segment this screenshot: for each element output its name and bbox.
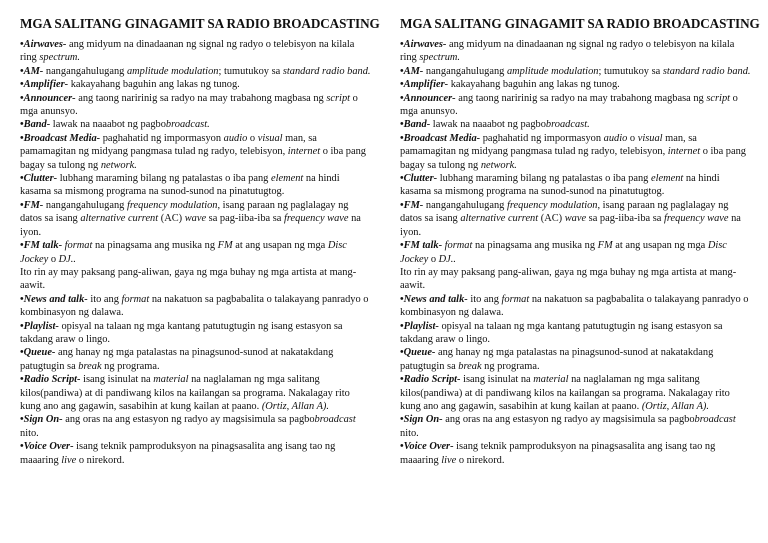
italic-text: amplitude modulation [126,65,219,77]
italic-text: DJ.. [438,253,456,265]
italic-text: visual [257,132,283,144]
bullet: • [20,173,24,185]
italic-text: (Ortiz, Allan A). [261,400,329,412]
glossary-entry [400,320,752,347]
italic-text: FM [217,240,233,252]
bullet: • [20,414,24,426]
glossary-entry [20,132,372,172]
definition-text: kakayahang baguhin ang lakas ng tunog. [448,79,620,91]
italic-text: broadcast. [545,119,590,131]
glossary-term: Band- [23,119,51,131]
definition-text: man, sa pamamagitan ng midyang pangmasa tulad ng radyo, telebisyon, [400,132,697,158]
glossary-entry [400,266,752,293]
right-column [400,16,760,467]
definition-text: o [247,132,258,144]
glossary-entry [400,413,752,440]
glossary-term: Amplifier- [23,79,69,91]
glossary-term: FM talk- [23,240,63,252]
glossary-entry [400,38,752,65]
definition-text: opisyal na talaan ng mga kantang patutugtugin ng isang estasyon sa takdang araw o lingo. [20,320,343,345]
glossary-term: Announcer- [403,92,456,104]
italic-text: (Ortiz, Allan A). [641,400,709,412]
definition-text: opisyal na talaan ng mga kantang patutugtugin ng isang estasyon sa takdang araw o lingo. [400,320,723,345]
glossary-term: AM- [23,65,44,77]
italic-text: broadcast [314,414,356,426]
definition-text: (AC) [538,213,565,225]
glossary-term: Radio Script- [403,374,461,386]
definition-text: ang midyum na dinadaanan ng signal ng radyo o telebisyon na kilala ring [20,39,355,64]
bullet: • [400,65,404,77]
definition-text: lubhang maraming bilang ng patalastas o iba pang [437,173,651,185]
definition-text: na nakatuon sa pagbabalita o talakayang panradyo o kombinasyon ng dalawa. [20,293,369,319]
italic-text: Disc Jockey [400,240,727,265]
italic-text: format [121,293,150,305]
definition-text: , isang paraan ng paglalagay ng datos sa isang [400,199,729,225]
italic-text: frequency modulation [506,199,598,211]
glossary-entry [20,78,372,91]
italic-text: amplitude modulation [506,65,599,77]
italic-text: spectrum. [419,52,461,64]
bullet: • [400,132,404,144]
glossary-entry [20,92,372,119]
bullet: • [400,293,404,305]
glossary-term: Queue- [23,347,56,359]
definition-text: isang isinulat na [80,374,154,386]
italic-text: alternative current [460,213,539,225]
definition-text: sa pag-iiba-iba sa [206,213,284,225]
bullet: • [20,347,24,359]
definition-text: nangangahulugang [423,199,507,211]
bullet: • [20,119,24,131]
bullet: • [400,347,404,359]
glossary-term: Clutter- [403,173,438,185]
glossary-term: Queue- [403,347,436,359]
glossary-entry [20,199,372,239]
definition-text: na pinagsama ang musika ng [472,240,598,252]
glossary-term: FM talk- [403,240,443,252]
definition-text: na iyon. [20,213,361,238]
glossary-term: FM- [403,199,424,211]
definition-text: nito. [20,427,39,439]
definition-text: nangangahulugang [43,199,127,211]
bullet: • [400,173,404,185]
italic-text: standard radio band. [662,65,751,77]
definition-text: ang oras na ang estasyon ng radyo ay magsisimula sa pagbo [442,414,695,426]
left-column [20,16,380,467]
glossary-term: Clutter- [23,173,58,185]
bullet: • [400,92,404,104]
glossary-term: Band- [403,119,431,131]
definition-text: ng programa. [481,360,540,372]
glossary-term: News and talk- [23,293,88,305]
glossary-entry [400,78,752,91]
bullet: • [20,240,24,252]
glossary-entry [20,118,372,131]
italic-text: FM [597,240,613,252]
glossary-entry [20,440,372,467]
page-title: MGA SALITANG GINAGAMIT SA RADIO BROADCASTING [20,16,380,31]
definition-text: na nakatuon sa pagbabalita o talakayang panradyo o kombinasyon ng dalawa. [400,293,749,319]
italic-text: network. [100,159,137,171]
glossary-term: Voice Over- [23,441,74,453]
italic-text: spectrum. [39,52,81,64]
bullet: • [20,132,24,144]
definition-text: lawak na naaabot ng pagbo [50,119,166,131]
definition-text: ang taong naririnig sa radyo na may trabahong magbasa ng [75,92,327,104]
glossary-term: Amplifier- [403,79,449,91]
definition-text: at ang usapan ng mga [612,240,708,252]
glossary-entry [400,199,752,239]
definition-text: o mga anunsyo. [20,92,358,118]
glossary-term: Playlist- [23,320,59,332]
italic-text: internet [667,146,701,158]
italic-text: element [650,173,684,185]
definition-text: isang teknik pamproduksyon na pinagsasalita ang isang tao ng maaaring [400,441,716,466]
definition-text: ito ang [467,293,502,305]
italic-text: standard radio band. [282,65,371,77]
italic-text: wave [184,213,207,225]
glossary-entry [20,65,372,78]
italic-text: format [501,293,530,305]
glossary-term: Voice Over- [403,441,454,453]
definition-text: , isang paraan ng paglalagay ng datos sa isang [20,199,349,225]
italic-text: format [64,240,93,252]
italic-text: internet [287,146,321,158]
definition-text: ng programa. [101,360,160,372]
glossary-entry [20,38,372,65]
glossary-term: Sign On- [23,414,63,426]
glossary-entry [400,346,752,373]
glossary-term: Sign On- [403,414,443,426]
definition-text: o nirekord. [76,454,125,466]
definition-text: isang teknik pamproduksyon na pinagsasalita ang isang tao ng maaaring [20,441,336,466]
italic-text: material [533,374,569,386]
bullet: • [400,199,404,211]
definition-text: ang taong naririnig sa radyo na may trabahong magbasa ng [455,92,707,104]
italic-text: network. [480,159,517,171]
definition-text: o iba pang bagay sa tulong ng [400,146,747,171]
glossary-entry [20,320,372,347]
definition-text: ang oras na ang estasyon ng radyo ay magsisimula sa pagbo [62,414,315,426]
glossary-term: Airwaves- [403,39,447,50]
italic-text: format [444,240,473,252]
definition-text: o mga anunsyo. [400,92,738,118]
definition-text: man, sa pamamagitan ng midyang pangmasa tulad ng radyo, telebisyon, [20,132,317,158]
bullet: • [400,240,404,252]
definition-text: Ito rin ay may paksang pang-aliwan, gaya ng mga buhay ng mga artista at mang-aawit. [400,266,737,292]
definition-text: na iyon. [400,213,741,238]
italic-text: Disc Jockey [20,240,347,265]
definition-text: ang hanay ng mga patalastas na pinagsunod-sunod at nakatakdang patugtugin sa [400,347,714,372]
glossary-term: Radio Script- [23,374,81,386]
glossary-entry [400,440,752,467]
italic-text: frequency wave [283,213,349,225]
definition-text: na naglalaman ng mga salitang kilos(pandiwa) at di pandiwang kilos na kailangan sa programa. Nakalagay rito kung ano ang gagawin, sasabihin at kung kailan at paano. [400,374,730,412]
glossary-entry [400,132,752,172]
italic-text: material [153,374,189,386]
definition-text: paghahatid ng impormasyon [480,132,604,144]
glossary-term: AM- [403,65,424,77]
glossary-entry [400,65,752,78]
italic-text: broadcast [694,414,736,426]
definition-text: ; tumutukoy sa [218,65,283,77]
definition-text: na hindi kasama sa mismong programa na sunod-sunod na pinatutugtog. [400,173,720,198]
glossary-entry [20,293,372,320]
definition-text: Ito rin ay may paksang pang-aliwan, gaya ng mga buhay ng mga artista at mang-aawit. [20,266,357,292]
glossary-term: FM- [23,199,44,211]
italic-text: break [458,360,482,372]
glossary-entry [20,346,372,373]
bullet: • [20,293,24,305]
italic-text: broadcast. [165,119,210,131]
glossary-term: Airwaves- [23,39,67,50]
definition-text: na naglalaman ng mga salitang kilos(pandiwa) at di pandiwang kilos na kailangan sa programa. Nakalagay rito kung ano ang gagawin, sasabihin at kung kailan at paano. [20,374,350,412]
italic-text: frequency modulation [126,199,218,211]
italic-text: visual [637,132,663,144]
definition-text: ; tumutukoy sa [598,65,663,77]
glossary-term: Announcer- [23,92,76,104]
glossary-entry [400,239,752,266]
definition-text: paghahatid ng impormasyon [100,132,224,144]
glossary-term: News and talk- [403,293,468,305]
glossary-term: Playlist- [403,320,439,332]
definition-text: nito. [400,427,419,439]
italic-text: frequency wave [663,213,729,225]
bullet: • [400,374,404,386]
glossary-entry [20,373,372,413]
bullet: • [20,199,24,211]
definition-text: ang midyum na dinadaanan ng signal ng radyo o telebisyon na kilala ring [400,39,735,64]
definition-text: kakayahang baguhin ang lakas ng tunog. [68,79,240,91]
italic-text: element [270,173,304,185]
bullet: • [20,320,24,332]
bullet: • [20,65,24,77]
definition-text: o iba pang bagay sa tulong ng [20,146,367,171]
glossary-entry [400,293,752,320]
bullet: • [400,414,404,426]
definition-text: sa pag-iiba-iba sa [586,213,664,225]
glossary-entry [400,172,752,199]
definition-text: lawak na naaabot ng pagbo [430,119,546,131]
bullet: • [400,320,404,332]
glossary-term: Broadcast Media- [23,132,101,144]
bullet: • [400,441,404,453]
definition-text: (AC) [158,213,185,225]
definition-text: ang hanay ng mga patalastas na pinagsunod-sunod at nakatakdang patugtugin sa [20,347,334,372]
definition-text: na pinagsama ang musika ng [92,240,218,252]
definition-text: nangangahulugang [423,65,507,77]
glossary-list [20,38,372,467]
definition-text: ito ang [87,293,122,305]
definition-text: o [428,253,439,265]
glossary-term: Broadcast Media- [403,132,481,144]
definition-text: o [627,132,638,144]
bullet: • [20,39,24,50]
italic-text: script [706,92,731,104]
bullet: • [20,79,24,91]
page-title: MGA SALITANG GINAGAMIT SA RADIO BROADCASTING [400,16,760,31]
italic-text: script [326,92,351,104]
glossary-entry [20,413,372,440]
italic-text: alternative current [80,213,159,225]
glossary-entry [400,373,752,413]
italic-text: wave [564,213,587,225]
definition-text: nangangahulugang [43,65,127,77]
bullet: • [400,119,404,131]
glossary-list [400,38,752,467]
definition-text: lubhang maraming bilang ng patalastas o iba pang [57,173,271,185]
glossary-entry [20,239,372,266]
glossary-entry [20,266,372,293]
bullet: • [400,79,404,91]
glossary-entry [400,92,752,119]
italic-text: audio [603,132,628,144]
definition-text: at ang usapan ng mga [232,240,328,252]
italic-text: audio [223,132,248,144]
definition-text: o [48,253,59,265]
italic-text: DJ.. [58,253,76,265]
bullet: • [400,39,404,50]
glossary-entry [20,172,372,199]
bullet: • [20,374,24,386]
definition-text: o nirekord. [456,454,505,466]
italic-text: live [441,454,457,466]
italic-text: live [61,454,77,466]
definition-text: na hindi kasama sa mismong programa na sunod-sunod na pinatutugtog. [20,173,340,198]
italic-text: break [78,360,102,372]
bullet: • [20,92,24,104]
definition-text: isang isinulat na [460,374,534,386]
bullet: • [20,441,24,453]
glossary-entry [400,118,752,131]
